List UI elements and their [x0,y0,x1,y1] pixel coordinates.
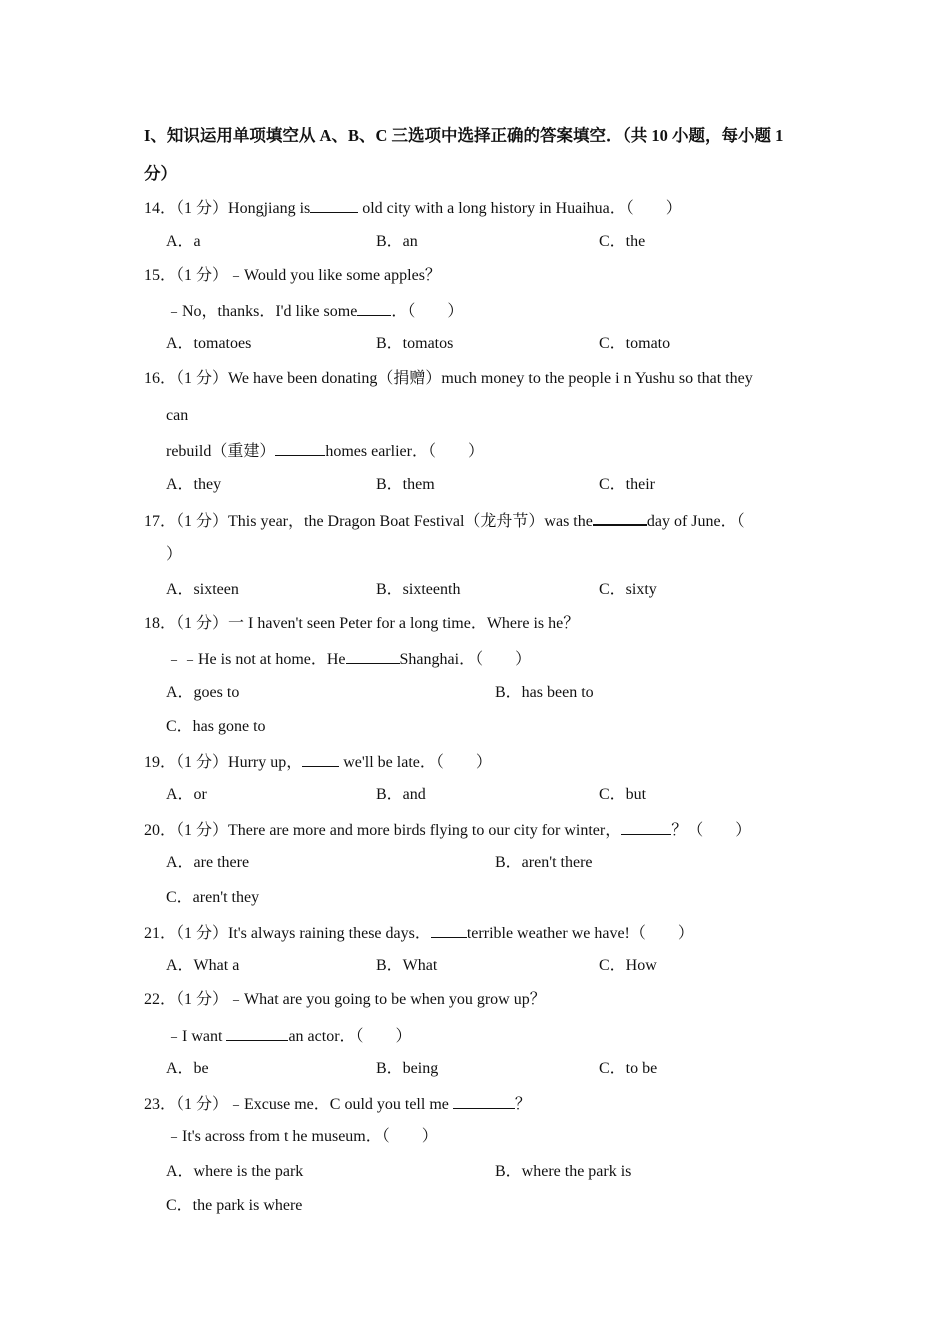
option-c: C．has gone to [166,718,266,735]
option-c: C．tomato [599,335,671,352]
option-b: B．them [376,476,435,493]
question-16-line2: can [166,407,189,424]
option-a: A．or [166,786,207,803]
question-17 [144,509,745,532]
question-number: 14．（1 分） [144,200,229,217]
option-a: A．goes to [166,684,240,701]
option-a: A．a [166,233,201,250]
answer-blank [346,648,400,664]
section-heading-cont: 分） [144,164,177,183]
question-stem: Hurry up， [228,754,303,771]
question-number: 18．（1 分） [144,615,229,632]
option-c: C．but [599,786,647,803]
question-stem: Hongjiang is [228,200,311,217]
option-a: A．What a [166,957,240,974]
question-stem: terrible weather we have!（ ） [466,925,694,942]
question-number: 16．（1 分） [144,370,229,387]
option-a: A．where is the park [166,1163,304,1180]
option-c: C．aren't they [166,889,260,906]
question-stem: ﹣Would you like some apples？ [228,267,441,284]
question-stem: 一 I haven't seen Peter for a long time．Where is he？ [228,615,580,632]
question-18 [144,614,579,634]
question-stem: It's always raining these days． [228,925,431,942]
question-16 [144,369,753,389]
question-number: 23．（1 分） [144,1096,229,1113]
option-a: A．are there [166,854,250,871]
option-c: C．to be [599,1060,658,1077]
option-b: B．tomatos [376,335,454,352]
question-stem: There are more and more birds flying to our city for winter， [228,822,622,839]
question-stem: we'll be late．（ ） [339,754,492,771]
question-17-line2: ） [166,546,183,563]
option-c: C．the [599,233,646,250]
question-stem: ﹣What are you going to be when you grow up？ [228,991,546,1008]
option-b: B．being [376,1060,439,1077]
question-stem: ﹣Excuse me．C ould you tell me [228,1096,453,1113]
question-stem: day of June．（ [646,513,745,530]
option-b: B．an [376,233,418,250]
question-15-line2: ﹣No，thanks．I'd like some ．（ ） [166,300,463,322]
answer-blank [621,819,671,835]
option-b: B．aren't there [495,854,593,871]
question-23 [144,1093,531,1115]
answer-blank [310,197,358,213]
option-a: A．be [166,1060,209,1077]
option-b: B．where the park is [495,1163,632,1180]
answer-blank [357,300,391,316]
question-18-line2: ﹣﹣He is not at home．He Shanghai．（ ） [166,648,531,670]
question-number: 17．（1 分） [144,513,229,530]
question-21 [144,922,694,944]
option-b: B．What [376,957,438,974]
answer-blank [226,1025,288,1041]
option-b: B．and [376,786,426,803]
answer-blank [275,440,325,456]
question-19 [144,751,492,773]
question-14 [144,197,682,219]
question-stem: ？（ ） [671,822,752,839]
question-16-line3: rebuild（重建） homes earlier．（ ） [166,440,484,462]
answer-blank [431,922,467,938]
question-stem: We have been donating（捐赠）much money to the people i n Yushu so that they [228,370,753,387]
option-a: A．tomatoes [166,335,252,352]
answer-blank [453,1093,515,1109]
option-a: A．sixteen [166,581,239,598]
question-stem: ？ [514,1096,531,1113]
question-number: 22．（1 分） [144,991,229,1008]
option-c: C．the park is where [166,1197,303,1214]
question-number: 15．（1 分） [144,267,229,284]
option-b: B．sixteenth [376,581,461,598]
answer-blank [593,509,647,526]
question-22-line2: ﹣I want an actor．（ ） [166,1025,412,1047]
question-22 [144,990,546,1010]
section-heading: I、知识运用单项填空从 A、B、C 三选项中选择正确的答案填空．（共 10 小题，每小题 1 [144,126,784,145]
question-stem: old city with a long history in Huaihua．（ ） [358,200,682,217]
option-c: C．their [599,476,655,493]
option-c: C．How [599,957,657,974]
answer-blank [302,751,339,767]
question-number: 21．（1 分） [144,925,229,942]
question-20 [144,819,751,841]
question-number: 19．（1 分） [144,754,229,771]
option-b: B．has been to [495,684,594,701]
option-c: C．sixty [599,581,657,598]
question-stem: This year，the Dragon Boat Festival（龙舟节）was the [228,513,593,530]
question-23-line2: ﹣It's across from t he museum．（ ） [166,1128,438,1145]
question-number: 20．（1 分） [144,822,229,839]
option-a: A．they [166,476,222,493]
question-15 [144,266,441,286]
